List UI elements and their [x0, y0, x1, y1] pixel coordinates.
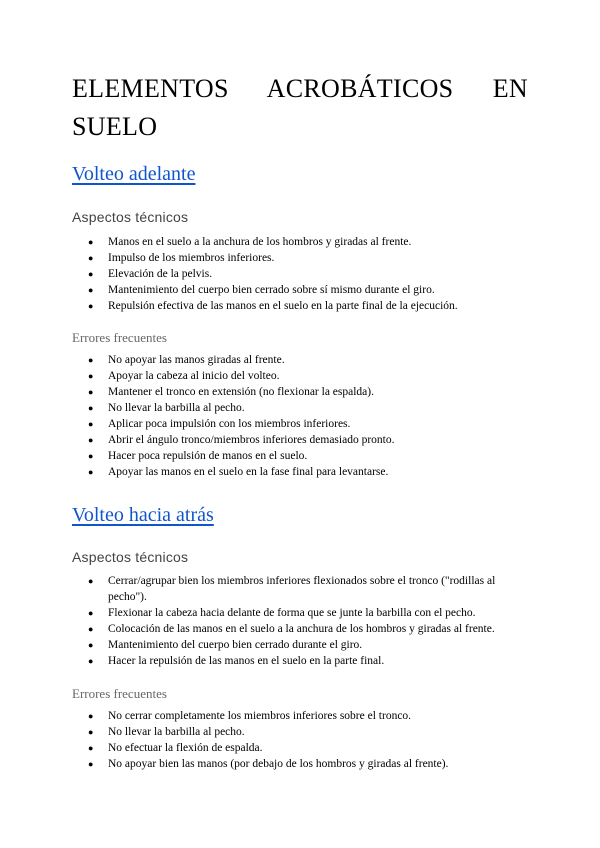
list-item: ● Abrir el ángulo tronco/miembros inferiores demasiado pronto. — [88, 434, 395, 446]
list-item: ● Hacer la repulsión de las manos en el suelo en la parte final. — [88, 655, 385, 667]
list-item: ● Cerrar/agrupar bien los miembros inferiores flexionados sobre el tronco ("rodillas al pecho"). — [88, 575, 496, 603]
bullet-icon: ● — [88, 467, 94, 477]
subheading-errores-frecuentes: Errores frecuentes — [72, 330, 167, 345]
bullet-icon: ● — [88, 301, 94, 311]
bullet-icon: ● — [88, 624, 94, 634]
list-item: ● Aplicar poca impulsión con los miembros inferiores. — [88, 418, 351, 430]
list-item: ● No cerrar completamente los miembros inferiores sobre el tronco. — [88, 710, 412, 722]
list-item: ● No efectuar la flexión de espalda. — [88, 742, 263, 754]
section-heading-volteo-hacia-atras[interactable]: Volteo hacia atrás — [72, 504, 214, 526]
bullet-icon: ● — [88, 285, 94, 295]
list-item: ● Mantenimiento del cuerpo bien cerrado durante el giro. — [88, 639, 363, 651]
bullet-icon: ● — [88, 759, 94, 769]
list-item: ● Apoyar las manos en el suelo en la fase final para levantarse. — [88, 466, 389, 478]
list-item: ● No llevar la barbilla al pecho. — [88, 402, 245, 414]
subheading-errores-frecuentes: Errores frecuentes — [72, 686, 167, 701]
list-item: ● Elevación de la pelvis. — [88, 268, 213, 280]
list-item: ● Mantener el tronco en extensión (no flexionar la espalda). — [88, 386, 374, 398]
list-item: ● Repulsión efectiva de las manos en el suelo en la parte final de la ejecución. — [88, 300, 458, 312]
list-item: ● Apoyar la cabeza al inicio del volteo. — [88, 370, 280, 382]
bullet-icon: ● — [88, 608, 94, 618]
list-item: ● Colocación de las manos en el suelo a la anchura de los hombros y giradas al frente. — [88, 623, 495, 635]
bullet-icon: ● — [88, 403, 94, 413]
bullet-icon: ● — [88, 576, 94, 586]
bullet-icon: ● — [88, 435, 94, 445]
subheading-aspectos-tecnicos: Aspectos técnicos — [72, 549, 189, 565]
aspects-list — [72, 573, 528, 669]
list-item: ● Flexionar la cabeza hacia delante de forma que se junte la barbilla con el pecho. — [88, 607, 476, 619]
list-item: ● Mantenimiento del cuerpo bien cerrado sobre sí mismo durante el giro. — [88, 284, 435, 296]
bullet-icon: ● — [88, 743, 94, 753]
list-item: ● Impulso de los miembros inferiores. — [88, 252, 275, 264]
list-item: ● No apoyar bien las manos (por debajo de los hombros y giradas al frente). — [88, 758, 449, 770]
bullet-icon: ● — [88, 727, 94, 737]
bullet-icon: ● — [88, 253, 94, 263]
bullet-icon: ● — [88, 656, 94, 666]
bullet-icon: ● — [88, 451, 94, 461]
bullet-icon: ● — [88, 371, 94, 381]
bullet-icon: ● — [88, 269, 94, 279]
bullet-icon: ● — [88, 237, 94, 247]
list-item: ● Manos en el suelo a la anchura de los hombros y giradas al frente. — [88, 236, 412, 248]
bullet-icon: ● — [88, 711, 94, 721]
section-heading-volteo-adelante[interactable]: Volteo adelante — [72, 163, 196, 185]
aspects-list — [72, 234, 528, 314]
subheading-aspectos-tecnicos: Aspectos técnicos — [72, 209, 189, 225]
errors-list — [72, 352, 528, 480]
bullet-icon: ● — [88, 355, 94, 365]
list-item: ● No apoyar las manos giradas al frente. — [88, 354, 285, 366]
list-item: ● No llevar la barbilla al pecho. — [88, 726, 245, 738]
errors-list — [72, 708, 528, 772]
list-item: ● Hacer poca repulsión de manos en el suelo. — [88, 450, 308, 462]
document-title: ELEMENTOS ACROBÁTICOS EN SUELO — [72, 74, 528, 141]
bullet-icon: ● — [88, 640, 94, 650]
bullet-icon: ● — [88, 387, 94, 397]
bullet-icon: ● — [88, 419, 94, 429]
